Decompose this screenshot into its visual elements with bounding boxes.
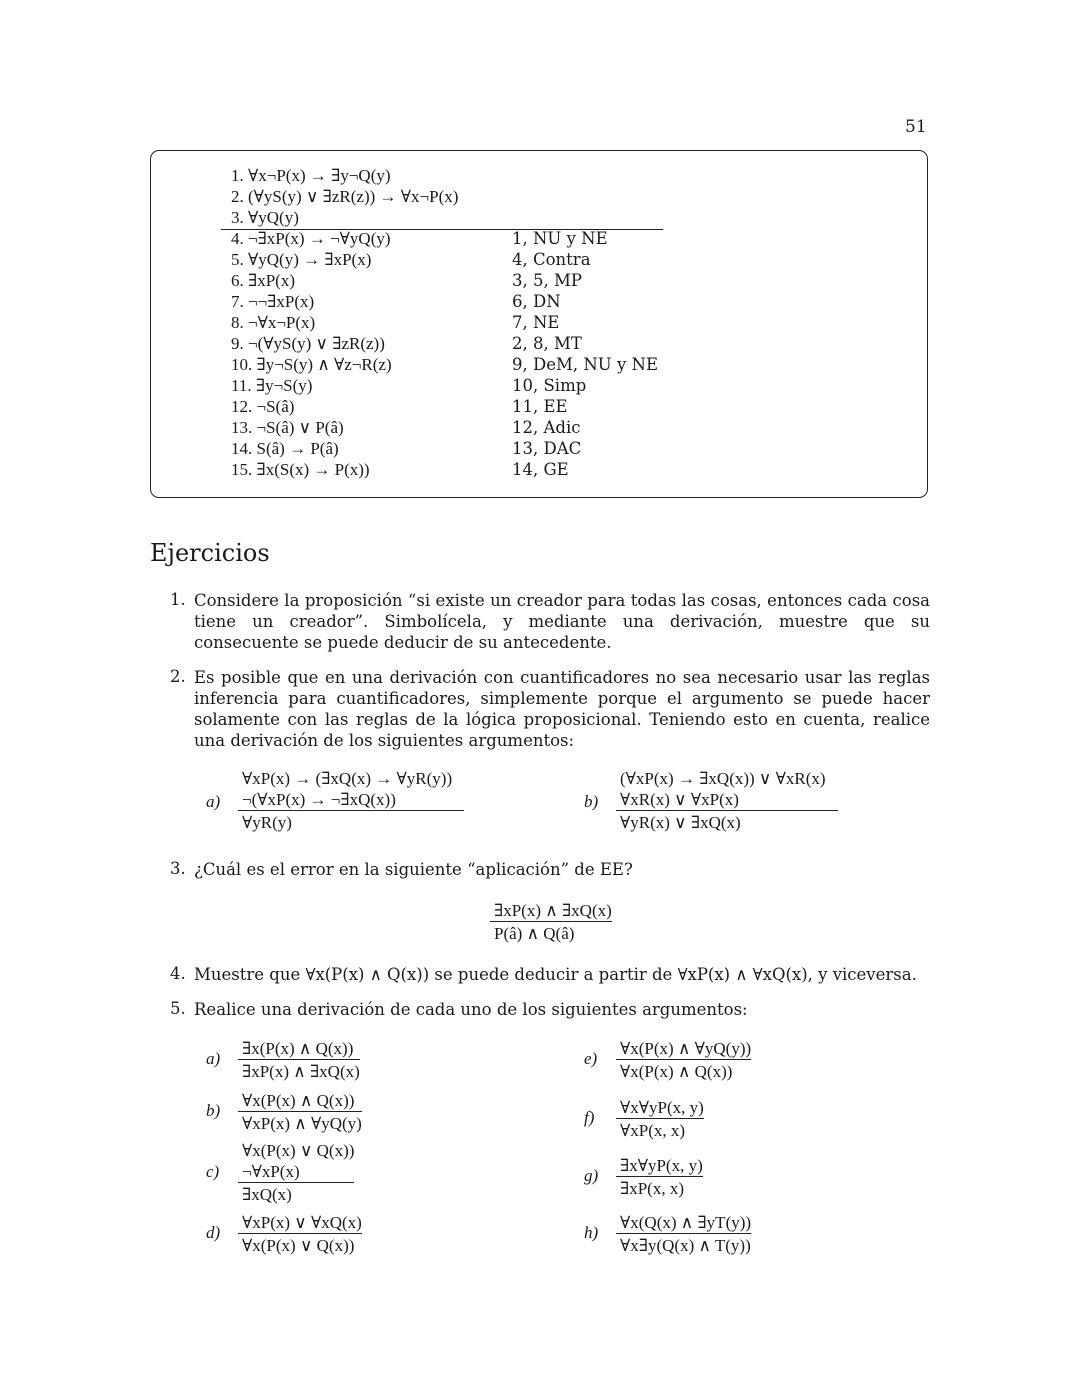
argument-label: a) <box>206 1049 221 1068</box>
argument-label: e) <box>584 1049 598 1068</box>
premise: (∀xP(x) → ∃xQ(x)) ∨ ∀xR(x) <box>620 769 826 788</box>
premise: ∃x∀yP(x, y) <box>620 1156 703 1175</box>
argument-label: g) <box>584 1166 599 1185</box>
premise: ¬(∀xP(x) → ¬∃xQ(x)) <box>242 790 396 809</box>
argument-3 <box>494 900 612 944</box>
inference-line <box>616 1233 751 1234</box>
argument-5e <box>584 1038 752 1082</box>
justification: 13, DAC <box>512 439 582 458</box>
conclusion: ∀yR(x) ∨ ∃xQ(x) <box>620 813 741 832</box>
exercise-number: 1. <box>170 590 186 609</box>
argument-5h <box>584 1212 752 1256</box>
premise: ∃x(P(x) ∧ Q(x)) <box>242 1039 354 1058</box>
premise: ∀x(P(x) ∨ Q(x)) <box>242 1141 355 1160</box>
conclusion: P(â) ∧ Q(â) <box>494 924 575 943</box>
inference-line <box>490 921 612 922</box>
justification: 6, DN <box>512 292 561 311</box>
page-number: 51 <box>905 117 927 137</box>
argument-label: d) <box>206 1223 221 1242</box>
justification: 14, GE <box>512 460 569 479</box>
premise: ∀xP(x) → (∃xQ(x) → ∀yR(y)) <box>242 769 453 788</box>
inference-line <box>616 1176 703 1177</box>
inference-line <box>238 1182 354 1183</box>
argument-5a <box>206 1038 360 1082</box>
exercise-3-text: ¿Cuál es el error en la siguiente “aplicación” de EE? <box>194 860 633 879</box>
inference-line <box>238 1111 362 1112</box>
inference-line <box>616 810 838 811</box>
justification: 2, 8, MT <box>512 334 582 353</box>
inference-line <box>616 1118 704 1119</box>
justification: 4, Contra <box>512 250 591 269</box>
inference-line <box>238 1233 362 1234</box>
conclusion: ∀xP(x, x) <box>620 1121 686 1140</box>
argument-label: a) <box>206 792 221 811</box>
justification: 1, NU y NE <box>512 229 608 248</box>
conclusion: ∀yR(y) <box>242 813 292 832</box>
exercise-number: 5. <box>170 999 186 1018</box>
conclusion: ∀x(P(x) ∨ Q(x)) <box>242 1236 355 1255</box>
argument-5d <box>206 1212 362 1256</box>
exercise-4-text: Muestre que ∀x(P(x) ∧ Q(x)) se puede deducir a partir de ∀xP(x) ∧ ∀xQ(x), y viceversa. <box>194 965 917 984</box>
premise: ∀x(P(x) ∧ ∀yQ(y)) <box>620 1039 752 1058</box>
justification: 9, DeM, NU y NE <box>512 355 659 374</box>
premise: ∃xP(x) ∧ ∃xQ(x) <box>494 901 612 920</box>
exercise-2-text: Es posible que en una derivación con cuantificadores no sea necesario usar las reglas inferencia para cuantificadores, simplemente porque el argumento se puede hacer solamente con las reglas de la lógica proposicional. Teniendo esto en cuenta, realice una derivación de los siguientes argumentos: <box>194 668 930 750</box>
exercise-number: 2. <box>170 667 186 686</box>
conclusion: ∀xP(x) ∧ ∀yQ(y) <box>242 1114 362 1133</box>
argument-5b <box>206 1090 362 1134</box>
conclusion: ∀x(P(x) ∧ Q(x)) <box>620 1062 733 1081</box>
premise: ∀x∀yP(x, y) <box>620 1098 704 1117</box>
argument-label: b) <box>206 1101 221 1120</box>
justification: 7, NE <box>512 313 560 332</box>
conclusion: ∀x∃y(Q(x) ∧ T(y)) <box>620 1236 751 1255</box>
justification: 10, Simp <box>512 376 587 395</box>
premise: ∀xP(x) ∨ ∀xQ(x) <box>242 1213 362 1232</box>
argument-label: f) <box>584 1108 595 1127</box>
premise: ∀x(Q(x) ∧ ∃yT(y)) <box>620 1213 752 1232</box>
justification: 3, 5, MP <box>512 271 582 290</box>
argument-5c <box>206 1140 355 1205</box>
premise: ∀xR(x) ∨ ∀xP(x) <box>620 790 739 809</box>
inference-line <box>616 1059 751 1060</box>
exercise-5-text: Realice una derivación de cada uno de los siguientes argumentos: <box>194 1000 748 1019</box>
argument-label: h) <box>584 1223 599 1242</box>
argument-2a <box>206 768 453 833</box>
conclusion: ∃xQ(x) <box>242 1185 292 1204</box>
exercise-1-text: Considere la proposición “si existe un creador para todas las cosas, entonces cada cosa tiene un creador”. Simbolícela, y mediante una derivación, muestre que su consecuente se puede deducir de su antecedente. <box>194 591 930 652</box>
inference-line <box>238 1059 360 1060</box>
argument-label: c) <box>206 1162 220 1181</box>
justification: 12, Adic <box>512 418 581 437</box>
conclusion: ∃xP(x) ∧ ∃xQ(x) <box>242 1062 360 1081</box>
justification: 11, EE <box>512 397 568 416</box>
argument-label: b) <box>584 792 599 811</box>
premise: ∀x(P(x) ∧ Q(x)) <box>242 1091 355 1110</box>
derivation-box: 1. ∀x¬P(x) → ∃y¬Q(y) 2. (∀yS(y) ∨ ∃zR(z)) → ∀x¬P(x) 3. ∀yQ(y) 4. ¬∃xP(x) → ¬∀yQ(y) 1, NU y NE 5. ∀yQ(y) → ∃xP(x) 4, Contra 6. ∃xP(x) 3, 5, MP 7. ¬¬∃xP(x) 6, DN 8. ¬∀x¬P(x) 7, NE 9. ¬(∀yS(y) ∨ ∃zR(z)) 2, 8, MT 10. ∃y¬S(y) ∧ ∀z¬R(z) 9, DeM, NU y NE 11. ∃y¬S(y) 10, Simp 12. ¬S(â) 11, EE 13. ¬S(â) ∨ P(â) 12, Adic 14. S(â) → P(â) 13, DAC 15. ∃x(S(x) → P(x)) 14, GE <box>150 150 928 498</box>
exercise-number: 4. <box>170 964 186 983</box>
inference-line <box>238 810 464 811</box>
exercise-number: 3. <box>170 859 186 878</box>
argument-2b <box>584 768 826 833</box>
premise: ¬∀xP(x) <box>242 1162 300 1181</box>
section-title: Ejercicios <box>150 539 270 567</box>
argument-5g <box>584 1155 703 1199</box>
conclusion: ∃xP(x, x) <box>620 1179 684 1198</box>
argument-5f <box>584 1097 704 1141</box>
